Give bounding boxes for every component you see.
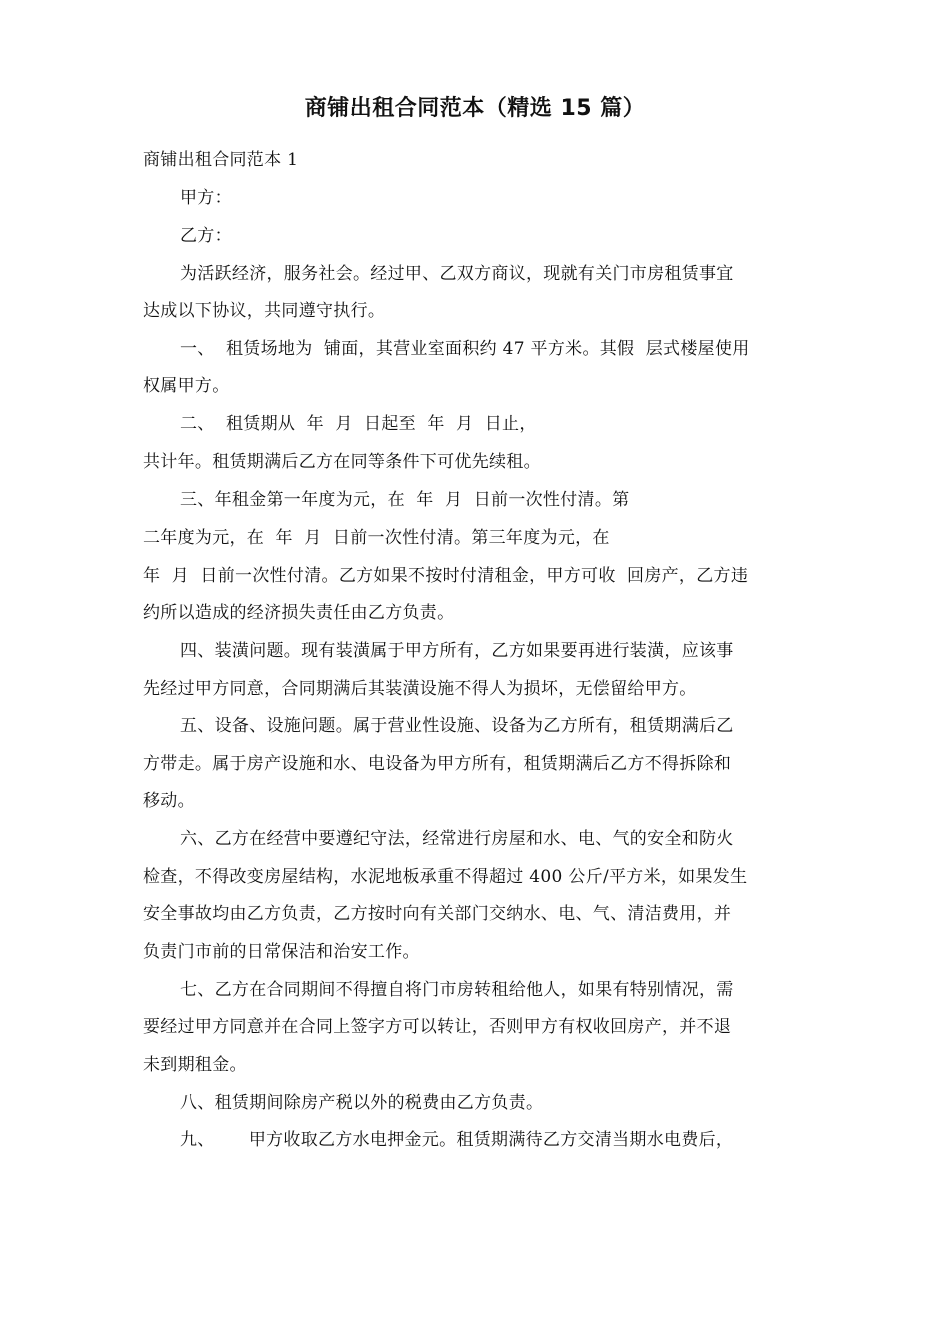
section-heading: 商铺出租合同范本 1 xyxy=(143,150,299,170)
paragraph-line: 年 月 日前一次性付清。乙方如果不按时付清租金，甲方可收 回房产，乙方违 xyxy=(143,566,749,586)
paragraph-line: 八、租赁期间除房产税以外的税费由乙方负责。 xyxy=(180,1093,544,1113)
paragraph-line: 方带走。属于房产设施和水、电设备为甲方所有，租赁期满后乙方不得拆除和 xyxy=(143,754,732,774)
paragraph-line: 权属甲方。 xyxy=(143,376,230,396)
paragraph-line: 二、 租赁期从 年 月 日起至 年 月 日止， xyxy=(180,414,537,434)
paragraph-line: 五、设备、设施问题。属于营业性设施、设备为乙方所有，租赁期满后乙 xyxy=(180,716,734,736)
paragraph-line: 共计年。租赁期满后乙方在同等条件下可优先续租。 xyxy=(143,452,541,472)
document-title: 商铺出租合同范本（精选 15 篇） xyxy=(304,96,646,121)
paragraph-line: 检查，不得改变房屋结构，水泥地板承重不得超过 400 公斤/平方米，如果发生 xyxy=(143,867,748,887)
party-a-label: 甲方： xyxy=(180,188,232,208)
paragraph-line: 二年度为元，在 年 月 日前一次性付清。第三年度为元，在 xyxy=(143,528,610,548)
paragraph-line: 三、年租金第一年度为元，在 年 月 日前一次性付清。第 xyxy=(180,490,630,510)
paragraph-line: 移动。 xyxy=(143,791,195,811)
paragraph-line: 为活跃经济，服务社会。经过甲、乙双方商议，现就有关门市房租赁事宜 xyxy=(180,264,734,284)
paragraph-line: 安全事故均由乙方负责，乙方按时向有关部门交纳水、电、气、清洁费用，并 xyxy=(143,904,732,924)
paragraph-line: 负责门市前的日常保洁和治安工作。 xyxy=(143,942,420,962)
party-b-label: 乙方： xyxy=(180,226,232,246)
paragraph-line: 九、 甲方收取乙方水电押金元。租赁期满待乙方交清当期水电费后， xyxy=(180,1130,734,1150)
paragraph-line: 四、装潢问题。现有装潢属于甲方所有，乙方如果要再进行装潢，应该事 xyxy=(180,641,734,661)
paragraph-line: 要经过甲方同意并在合同上签字方可以转让，否则甲方有权收回房产，并不退 xyxy=(143,1017,732,1037)
paragraph-line: 一、 租赁场地为 铺面，其营业室面积约 47 平方米。其假 层式楼屋使用 xyxy=(180,339,750,359)
paragraph-line: 先经过甲方同意，合同期满后其装潢设施不得人为损坏，无偿留给甲方。 xyxy=(143,679,697,699)
paragraph-line: 达成以下协议，共同遵守执行。 xyxy=(143,301,386,321)
paragraph-line: 未到期租金。 xyxy=(143,1055,247,1075)
paragraph-line: 六、乙方在经营中要遵纪守法，经常进行房屋和水、电、气的安全和防火 xyxy=(180,829,734,849)
paragraph-line: 约所以造成的经济损失责任由乙方负责。 xyxy=(143,603,455,623)
paragraph-line: 七、乙方在合同期间不得擅自将门市房转租给他人，如果有特别情况，需 xyxy=(180,980,734,1000)
